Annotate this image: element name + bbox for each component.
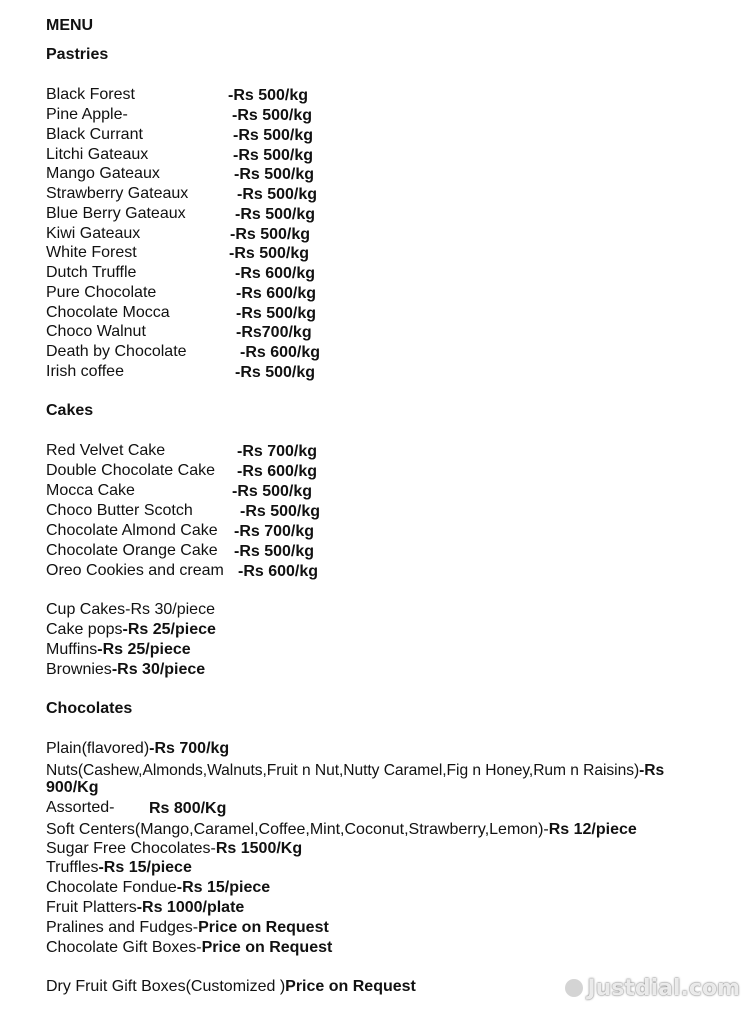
list-item (46, 660, 205, 680)
item-name: Sugar Free Chocolates- (46, 840, 216, 857)
item-price: -Rs 500/kg (240, 503, 321, 520)
item-name: Brownies (46, 661, 112, 678)
item-price: Price on Request (285, 978, 416, 995)
item-name: Choco Butter Scotch (46, 502, 193, 519)
list-item (46, 977, 416, 997)
item-name: Chocolate Almond Cake (46, 522, 218, 539)
list-item (46, 521, 218, 541)
watermark (565, 976, 740, 1001)
list-item (46, 938, 332, 958)
list-item (46, 224, 140, 244)
item-price: -Rs 500/kg (232, 107, 313, 124)
item-name: Litchi Gateaux (46, 146, 149, 163)
item-name: Blue Berry Gateaux (46, 205, 186, 222)
list-item (46, 878, 270, 898)
list-item (46, 283, 156, 303)
watermark-text: Justdial.com (587, 976, 740, 1001)
list-item (46, 739, 229, 759)
list-item (46, 561, 224, 581)
list-item (46, 85, 135, 105)
list-item (46, 501, 193, 521)
item-name: Strawberry Gateaux (46, 185, 189, 202)
list-item (46, 918, 329, 938)
item-price: -Rs 25/piece (122, 621, 216, 638)
item-price: -Rs 700/kg (234, 523, 315, 540)
list-item (46, 640, 191, 660)
item-price: -Rs 500/kg (230, 226, 311, 243)
item-price: -Rs 25/piece (97, 641, 191, 658)
item-name: Black Currant (46, 126, 143, 143)
list-item (46, 620, 216, 640)
item-name: Truffles (46, 859, 99, 876)
item-price: -Rs (639, 762, 665, 779)
list-item (46, 184, 188, 204)
list-item (46, 541, 218, 561)
list-item (46, 839, 302, 859)
cakes-heading: Cakes (46, 402, 94, 419)
item-price: -Rs 500/kg (228, 87, 309, 104)
item-price: Rs 12/piece (548, 821, 637, 838)
item-name: Red Velvet Cake (46, 442, 166, 459)
item-price: -Rs 700/kg (149, 740, 230, 757)
list-item (46, 263, 136, 283)
item-name: Dutch Truffle (46, 264, 137, 281)
item-price: -Rs 500/kg (233, 127, 314, 144)
item-name: Chocolate Mocca (46, 304, 170, 321)
item-name: Nuts(Cashew,Almonds,Walnuts,Fruit n Nut,Nutty Caramel,Fig n Honey,Rum n Raisins) (46, 762, 640, 779)
item-name: Pure Chocolate (46, 284, 157, 301)
list-item (46, 342, 187, 362)
item-price: -Rs 1000/plate (136, 899, 245, 916)
item-name: Muffins (46, 641, 98, 658)
list-item (46, 441, 165, 461)
item-name: White Forest (46, 244, 137, 261)
item-price: -Rs 700/kg (237, 443, 318, 460)
list-item (46, 105, 128, 125)
list-item (46, 461, 215, 481)
chocolates-heading: Chocolates (46, 700, 133, 717)
item-name: Death by Chocolate (46, 343, 187, 360)
item-name: Black Forest (46, 86, 135, 103)
item-price: -Rs 500/kg (234, 166, 315, 183)
item-price: -Rs 15/piece (98, 859, 192, 876)
item-price: Rs 800/Kg (149, 800, 227, 817)
list-item (46, 303, 170, 323)
item-price: -Rs 600/kg (237, 463, 318, 480)
item-price: -Rs 600/kg (238, 563, 319, 580)
justdial-logo-icon (565, 979, 583, 997)
item-price: Rs 1500/Kg (215, 840, 303, 857)
menu-title: MENU (46, 17, 94, 34)
item-price: -Rs 500/kg (235, 364, 316, 381)
item-price: Price on Request (201, 939, 333, 956)
pastries-heading: Pastries (46, 46, 109, 63)
item-price: -Rs 500/kg (233, 147, 314, 164)
item-name: Cake pops (46, 621, 123, 638)
item-name: Fruit Platters (46, 899, 137, 916)
list-item (46, 125, 143, 145)
item-price: -Rs 30/piece (111, 661, 206, 678)
item-price: Price on Request (198, 919, 329, 936)
item-price: -Rs 500/kg (237, 186, 318, 203)
item-name: Mango Gateaux (46, 165, 160, 182)
list-item (46, 898, 244, 918)
list-item (46, 164, 160, 184)
list-item (46, 600, 215, 620)
item-name: Kiwi Gateaux (46, 225, 141, 242)
list-item (46, 778, 98, 798)
item-name: Cup Cakes-Rs 30/piece (46, 601, 215, 618)
list-item (46, 798, 114, 818)
item-name: Oreo Cookies and cream (46, 562, 224, 579)
item-price: -Rs 500/kg (234, 543, 315, 560)
item-price: -Rs 500/kg (232, 483, 313, 500)
item-name: Double Chocolate Cake (46, 462, 215, 479)
item-name: Mocca Cake (46, 482, 135, 499)
list-item (46, 322, 146, 342)
item-price: -Rs 600/kg (240, 344, 321, 361)
list-item (46, 243, 137, 263)
item-name: Dry Fruit Gift Boxes(Customized ) (46, 978, 286, 995)
item-price: -Rs 500/kg (236, 305, 317, 322)
list-item (46, 481, 135, 501)
list-item (46, 761, 664, 781)
list-item (46, 858, 192, 878)
item-name: Pine Apple- (46, 106, 128, 123)
item-price: -Rs 600/kg (235, 265, 316, 282)
item-name: Chocolate Orange Cake (46, 542, 218, 559)
list-item (46, 820, 637, 840)
item-name: Pralines and Fudges- (46, 919, 199, 936)
item-name: Irish coffee (46, 363, 124, 380)
item-name: Soft Centers(Mango,Caramel,Coffee,Mint,Coconut,Strawberry,Lemon)- (46, 821, 549, 838)
item-price: -Rs700/kg (236, 324, 312, 341)
item-price: -Rs 500/kg (235, 206, 316, 223)
list-item (46, 362, 124, 382)
item-price: -Rs 600/kg (236, 285, 317, 302)
item-price: -Rs 15/piece (176, 879, 271, 896)
item-name: Choco Walnut (46, 323, 146, 340)
item-price: 900/Kg (46, 779, 99, 796)
item-name: Assorted- (46, 799, 115, 816)
list-item (46, 145, 148, 165)
item-name: Chocolate Fondue (46, 879, 177, 896)
item-name: Chocolate Gift Boxes- (46, 939, 202, 956)
list-item (46, 204, 186, 224)
item-name: Plain(flavored) (46, 740, 150, 757)
item-price: -Rs 500/kg (229, 245, 310, 262)
